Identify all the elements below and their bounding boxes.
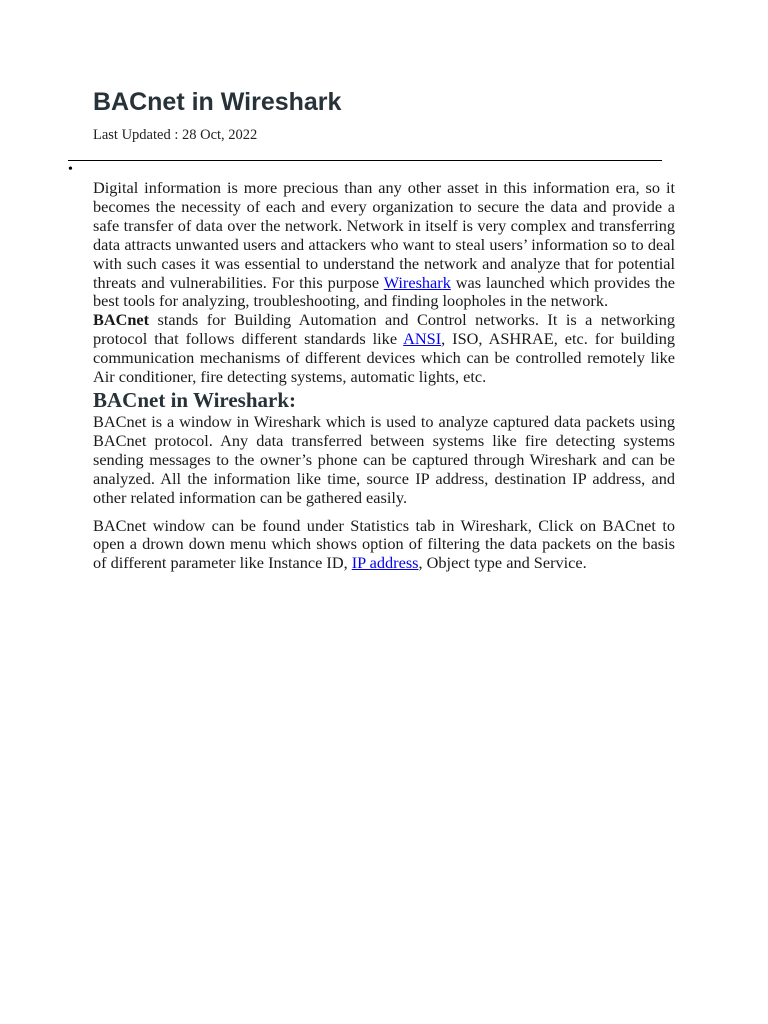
bacnet-definition-paragraph xyxy=(93,311,675,387)
section-p2-text-2: , Object type and Service. xyxy=(418,553,587,573)
bullet-marker: • xyxy=(68,162,73,177)
bacnet-text-2: , ISO, ASHRAE, etc. for building communication mechanisms of different devices which can be controlled remotely like Air conditioner, fire detecting systems, automatic lights, etc. xyxy=(93,329,676,387)
article-body xyxy=(93,179,675,573)
intro-text-1: Digital information is more precious than any other asset in this information era, so it becomes the necessity of each and every organization to secure the data and provide a safe transfer of data over the network. Network in itself is very complex and transferring data attracts unwanted users and attackers who want to steal users’ information so to deal with such cases it was essential to understand the network and analyze that for potential threats and vulnerabilities. For this purpose xyxy=(93,178,675,292)
bacnet-bold-term: BACnet xyxy=(93,310,150,330)
intro-paragraph xyxy=(93,179,675,311)
section-paragraph-2 xyxy=(93,517,675,574)
section-heading: BACnet in Wireshark: xyxy=(93,387,297,412)
ansi-link[interactable]: ANSI xyxy=(403,329,442,349)
ip-address-link[interactable]: IP address xyxy=(351,553,419,573)
page-title: BACnet in Wireshark xyxy=(93,88,342,116)
section-p2-text-1: BACnet window can be found under Statistics tab in Wireshark, Click on BACnet to open a drown down menu which shows option of filtering the data packets on the basis of different parameter like Instance ID, xyxy=(93,515,675,573)
intro-text-2: was launched which provides the best tools for analyzing, troubleshooting, and finding loopholes in the network. xyxy=(93,272,675,311)
wireshark-link[interactable]: Wireshark xyxy=(383,272,451,292)
bacnet-text-1: stands for Building Automation and Control networks. It is a networking protocol that follows different standards like xyxy=(93,310,675,349)
section-paragraph-1: BACnet is a window in Wireshark which is used to analyze captured data packets using BACnet protocol. Any data transferred between systems like fire detecting systems sending messages to the owner’s phone can be captured through Wireshark and can be analyzed. All the information like time, source IP address, destination IP address, and other related information can be gathered easily. xyxy=(93,411,675,507)
last-updated-date: Last Updated : 28 Oct, 2022 xyxy=(93,127,258,143)
horizontal-divider xyxy=(68,160,662,161)
